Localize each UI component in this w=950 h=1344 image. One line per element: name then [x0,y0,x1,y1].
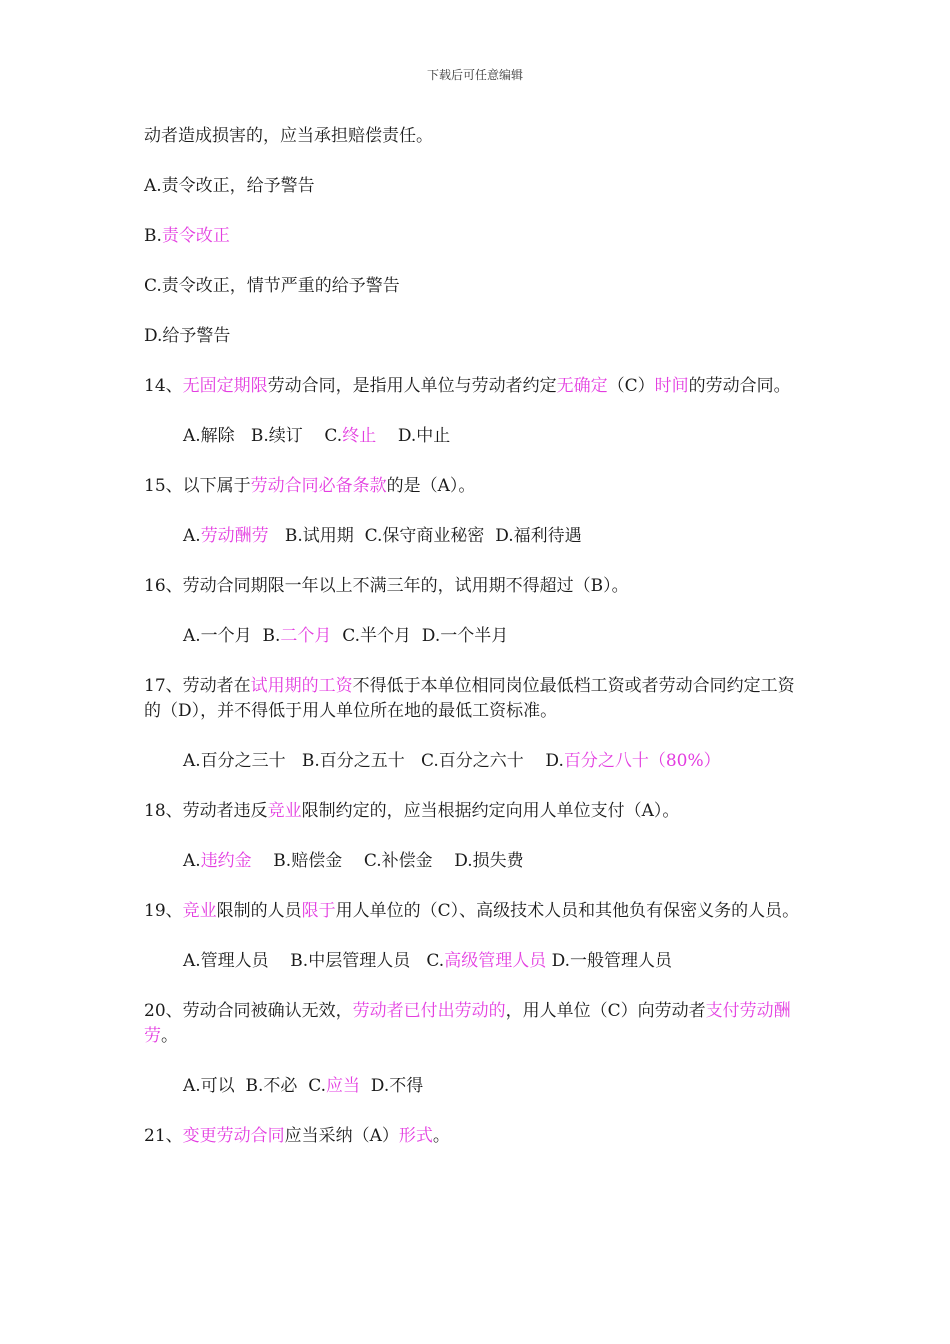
highlighted-text: 支付劳动酬劳 [144,1001,791,1046]
text-segment: 动者造成损害的，应当承担赔偿责任。 [144,126,433,146]
paragraph [144,999,810,1049]
highlighted-text: 违约金 [200,851,252,871]
text-segment: D.中止 [376,426,451,446]
highlighted-text: 竞业 [182,901,217,921]
paragraph [144,799,810,824]
text-segment: A. [183,851,201,871]
highlighted-text: 形式 [398,1126,433,1146]
text-segment: B.试用期 C.保守商业秘密 D.福利待遇 [268,526,582,546]
highlighted-text: 劳动酬劳 [200,526,269,546]
text-segment: 劳动合同，是指用人单位与劳动者约定 [267,376,557,396]
text-segment: 限制的人员 [216,901,302,921]
paragraph [144,224,810,249]
text-segment: 17、劳动者在 [144,676,251,696]
text-segment: 。 [161,1026,178,1046]
text-segment: 限制约定的，应当根据约定向用人单位支付（A）。 [301,801,680,821]
text-segment: 18、劳动者违反 [144,801,268,821]
highlighted-text: 劳动者已付出劳动的 [352,1001,506,1021]
text-segment: C.半个月 D.一个半月 [331,626,509,646]
paragraph [144,474,810,499]
highlighted-text: 责令改正 [161,226,230,246]
text-segment: 不得低于本单位相同岗位最低档工资或者劳动合同约定工资的（D），并不得低于用人单位所在地的最低工资标准。 [144,676,795,721]
paragraph [144,374,810,399]
paragraph [144,1124,810,1149]
text-segment: 19、 [144,901,183,921]
highlighted-text: 二个月 [280,626,332,646]
highlighted-text: 终止 [342,426,377,446]
highlighted-text: 竞业 [267,801,302,821]
text-segment: A.一个月 B. [183,626,281,646]
text-segment: 21、 [144,1126,183,1146]
highlighted-text: 限于 [301,901,336,921]
highlighted-text: 变更劳动合同 [182,1126,285,1146]
text-segment: B.赔偿金 C.补偿金 D.损失费 [251,851,524,871]
text-segment: （C） [607,376,655,396]
text-segment: A.可以 B.不必 C. [183,1076,326,1096]
highlighted-text: 无确定 [556,376,608,396]
highlighted-text: 无固定期限 [182,376,268,396]
paragraph [144,574,810,599]
text-segment: A.解除 B.续订 C. [183,426,343,446]
paragraph [144,324,810,349]
paragraph [144,274,810,299]
highlighted-text: 试用期的工资 [250,676,353,696]
highlighted-text: 应当 [326,1076,360,1096]
answer-options [144,524,810,549]
text-segment: C.责令改正，情节严重的给予警告 [144,276,400,296]
text-segment: D.一般管理人员 [546,951,673,971]
answer-options [144,1074,810,1099]
text-segment: 的是（A）。 [386,476,476,496]
highlighted-text: 时间 [654,376,689,396]
text-segment: A. [183,526,201,546]
text-segment: A.责令改正，给予警告 [144,176,315,196]
text-segment: B. [144,226,162,246]
text-segment: 。 [432,1126,450,1146]
paragraph [144,899,810,924]
highlighted-text: 劳动合同必备条款 [250,476,387,496]
paragraph [144,124,810,149]
text-segment: 20、劳动合同被确认无效， [144,1001,353,1021]
answer-options [144,949,810,974]
answer-options [144,624,810,649]
page-header: 下载后可任意编辑 [426,68,523,82]
answer-options [144,749,810,774]
text-segment: 16、劳动合同期限一年以上不满三年的，试用期不得超过（B）。 [144,576,629,596]
answer-options [144,849,810,874]
text-segment: 应当采纳（A） [284,1126,399,1146]
text-segment: 用人单位的（C）、高级技术人员和其他负有保密义务的人员。 [335,901,800,921]
answer-options [144,424,810,449]
highlighted-text: 百分之八十（80%） [563,751,721,771]
text-segment: 14、 [144,376,183,396]
text-segment: D.不得 [360,1076,424,1096]
text-segment: ，用人单位（C）向劳动者 [505,1001,706,1021]
highlighted-text: 高级管理人员 [444,951,547,971]
text-segment: D.给予警告 [144,326,231,346]
text-segment: A.管理人员 B.中层管理人员 C. [183,951,445,971]
document-body [144,124,810,1174]
text-segment: A.百分之三十 B.百分之五十 C.百分之六十 D. [183,751,564,771]
paragraph [144,674,810,724]
text-segment: 15、以下属于 [144,476,251,496]
paragraph [144,174,810,199]
text-segment: 的劳动合同。 [688,376,791,396]
